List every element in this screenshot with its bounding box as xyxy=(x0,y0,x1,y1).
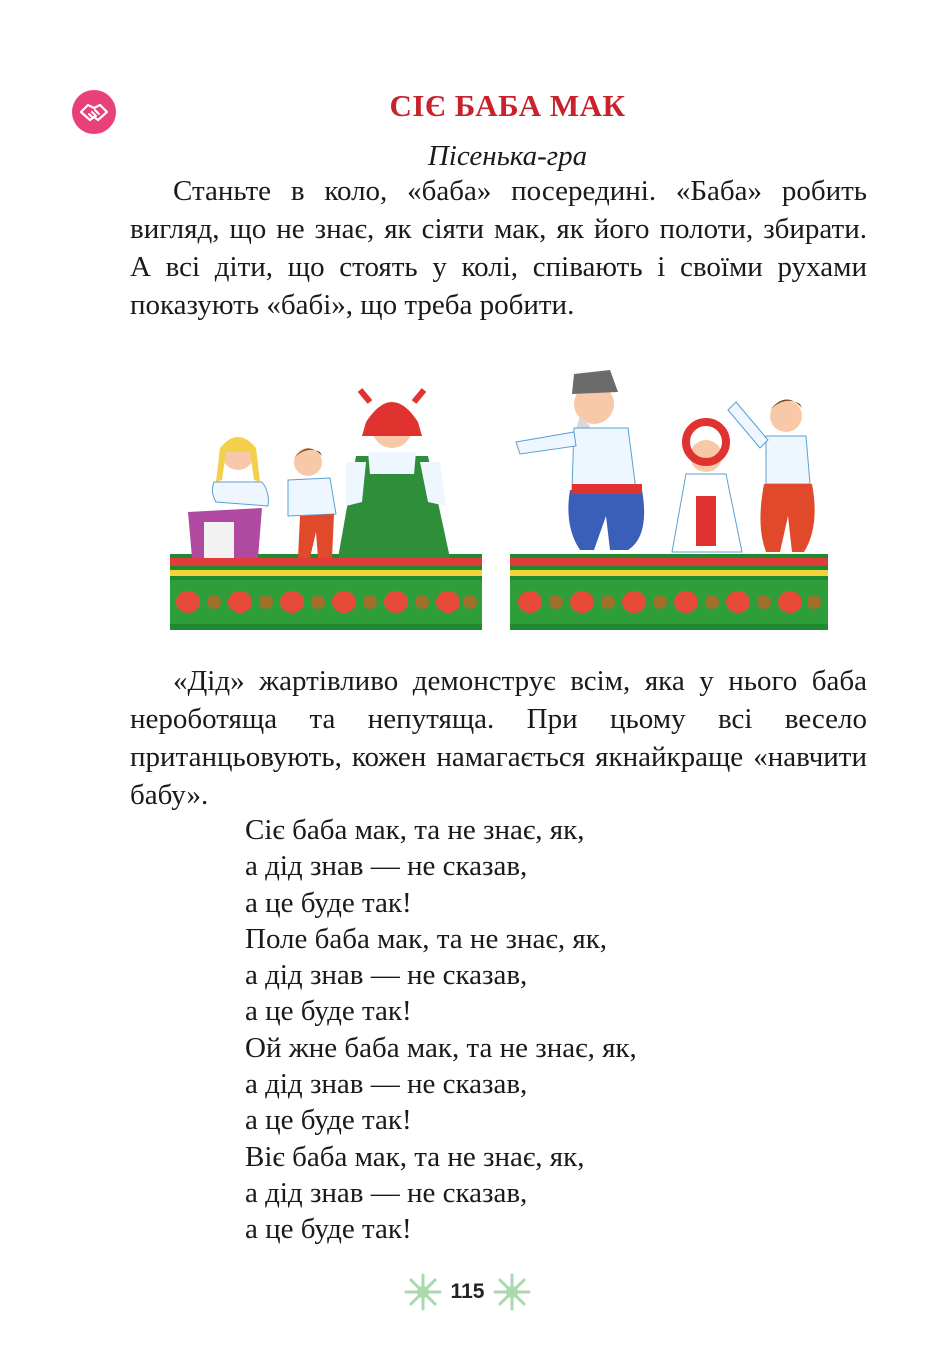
page-subtitle: Пісенька-гра xyxy=(427,140,588,172)
poem-line: Віє баба мак, та не знає, як, xyxy=(245,1140,585,1173)
page-title: СІЄ БАБА МАК xyxy=(389,88,626,123)
intro-paragraph: Станьте в коло, «баба» посередині. «Баба» робить вигляд, що не знає, як сіяти мак, як його полоти, збирати. А всі діти, що стоять у колі, співають і своїми рухами показують «бабі», що треба робити. xyxy=(130,175,867,321)
poem-line: Поле баба мак, та не знає, як, xyxy=(245,922,608,955)
poem xyxy=(245,812,637,1248)
poem-line: а це буде так! xyxy=(245,1104,412,1137)
poem-line: а дід знав — не сказав, xyxy=(245,959,528,992)
poem-line: а це буде так! xyxy=(245,886,412,919)
poem-line: а це буде так! xyxy=(245,995,412,1028)
illustration-children-and-baba xyxy=(170,382,482,630)
poem-line: Сіє баба мак, та не знає, як, xyxy=(245,814,585,846)
poem-line: а дід знав — не сказав, xyxy=(245,1176,528,1209)
poem-line: а дід знав — не сказав, xyxy=(245,1068,528,1101)
page-footer xyxy=(0,1272,935,1312)
page-number: 115 xyxy=(450,1280,485,1303)
poem-line: Ой жне баба мак, та не знає, як, xyxy=(245,1031,637,1064)
second-paragraph: «Дід» жартівливо демонструє всім, яка у нього баба нероботяща та непутяща. При цьому всі весело пританцьовують, кожен намагається якнайкраще «навчити бабу». xyxy=(130,665,867,811)
poem-line: а дід знав — не сказав, xyxy=(245,850,528,883)
illustration-did-and-children xyxy=(510,366,828,630)
snowflake-ornament-icon xyxy=(403,1272,443,1312)
snowflake-ornament-icon xyxy=(492,1272,532,1312)
poem-line: а це буде так! xyxy=(245,1213,412,1246)
